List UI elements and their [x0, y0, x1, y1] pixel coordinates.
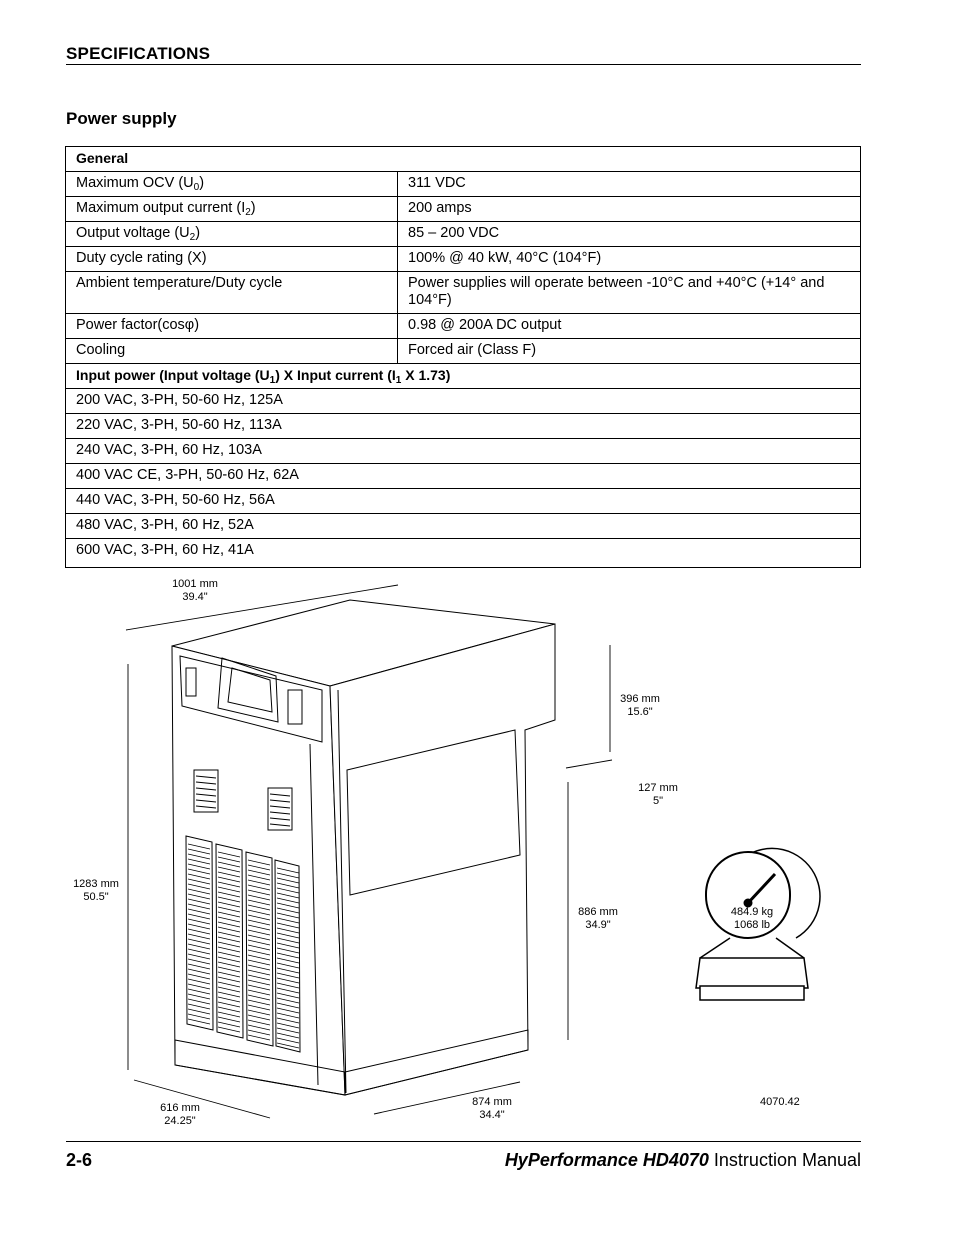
spec-value: 200 amps [398, 197, 861, 222]
dim-step: 127 mm 5" [638, 782, 678, 807]
dim-top-section: 396 mm 15.6" [620, 693, 660, 718]
power-supply-figure [0, 560, 954, 1140]
table-row [66, 489, 861, 514]
input-power-row: 600 VAC, 3-PH, 60 Hz, 41A [66, 539, 861, 568]
table-row [66, 247, 861, 272]
footer-rule [66, 1141, 861, 1142]
dim-depth-base: 874 mm 34.4" [472, 1096, 512, 1121]
table-row [66, 314, 861, 339]
table-row [66, 172, 861, 197]
table-row [66, 414, 861, 439]
spec-label: Output voltage $(U_2)$ [66, 222, 398, 247]
input-power-row: 400 VAC CE, 3-PH, 50-60 Hz, 62A [66, 464, 861, 489]
spec-value: 311 VDC [398, 172, 861, 197]
header-title: SPECIFICATIONS [66, 44, 211, 63]
spec-label: Maximum output current $(I_2)$ [66, 197, 398, 222]
table-row [66, 464, 861, 489]
cabinet-side [330, 624, 555, 1095]
input-power-row: 200 VAC, 3-PH, 50-60 Hz, 125A [66, 389, 861, 414]
page-number: 2-6 [66, 1150, 93, 1170]
header-rule [66, 64, 861, 65]
table-row [66, 439, 861, 464]
spec-value: 100% @ 40 kW, 40°C (104°F) [398, 247, 861, 272]
table-row [66, 197, 861, 222]
input-power-row: 220 VAC, 3-PH, 50-60 Hz, 113A [66, 414, 861, 439]
table-row [66, 272, 861, 314]
input-power-row: 440 VAC, 3-PH, 50-60 Hz, 56A [66, 489, 861, 514]
input-power-heading: Input power (Input voltage $(U_1)$ X Input current ($I_1$ X 1.73) [66, 364, 861, 389]
table-row [66, 339, 861, 364]
spec-value: Power supplies will operate between -10°C and +40°C (+14° and 104°F) [398, 272, 861, 314]
general-heading: General [66, 147, 861, 172]
table-row [66, 514, 861, 539]
manual-title [505, 1150, 861, 1171]
spec-value: 85 – 200 VDC [398, 222, 861, 247]
table-row [66, 222, 861, 247]
spec-label: Maximum OCV $(U_0)$ [66, 172, 398, 197]
section-title: Power supply [66, 109, 177, 128]
spec-value: Forced air (Class F) [398, 339, 861, 364]
table-row-general-heading [66, 147, 861, 172]
dim-depth-top: 1001 mm 39.4" [172, 578, 218, 603]
spec-label: Cooling [66, 339, 398, 364]
spec-value: 0.98 @ 200A DC output [398, 314, 861, 339]
dim-width: 616 mm 24.25" [160, 1102, 200, 1127]
table-row [66, 389, 861, 414]
dim-height: 1283 mm 50.5" [73, 878, 119, 903]
power-supply-drawing [0, 560, 954, 1140]
table-row-input-heading [66, 364, 861, 389]
spec-label: Power factor(cosφ) [66, 314, 398, 339]
product-name: HyPerformance HD4070 [504, 1150, 709, 1170]
manual-label: Instruction Manual [708, 1150, 861, 1170]
spec-table [65, 146, 861, 568]
figure-number: 4070.42 [760, 1096, 800, 1108]
weight-readout: 484.9 kg 1068 lb [730, 906, 774, 931]
dim-lower-section: 886 mm 34.9" [578, 906, 618, 931]
spec-label: Duty cycle rating (X) [66, 247, 398, 272]
input-power-row: 240 VAC, 3-PH, 60 Hz, 103A [66, 439, 861, 464]
input-power-row: 480 VAC, 3-PH, 60 Hz, 52A [66, 514, 861, 539]
spec-label: Ambient temperature/Duty cycle [66, 272, 398, 314]
